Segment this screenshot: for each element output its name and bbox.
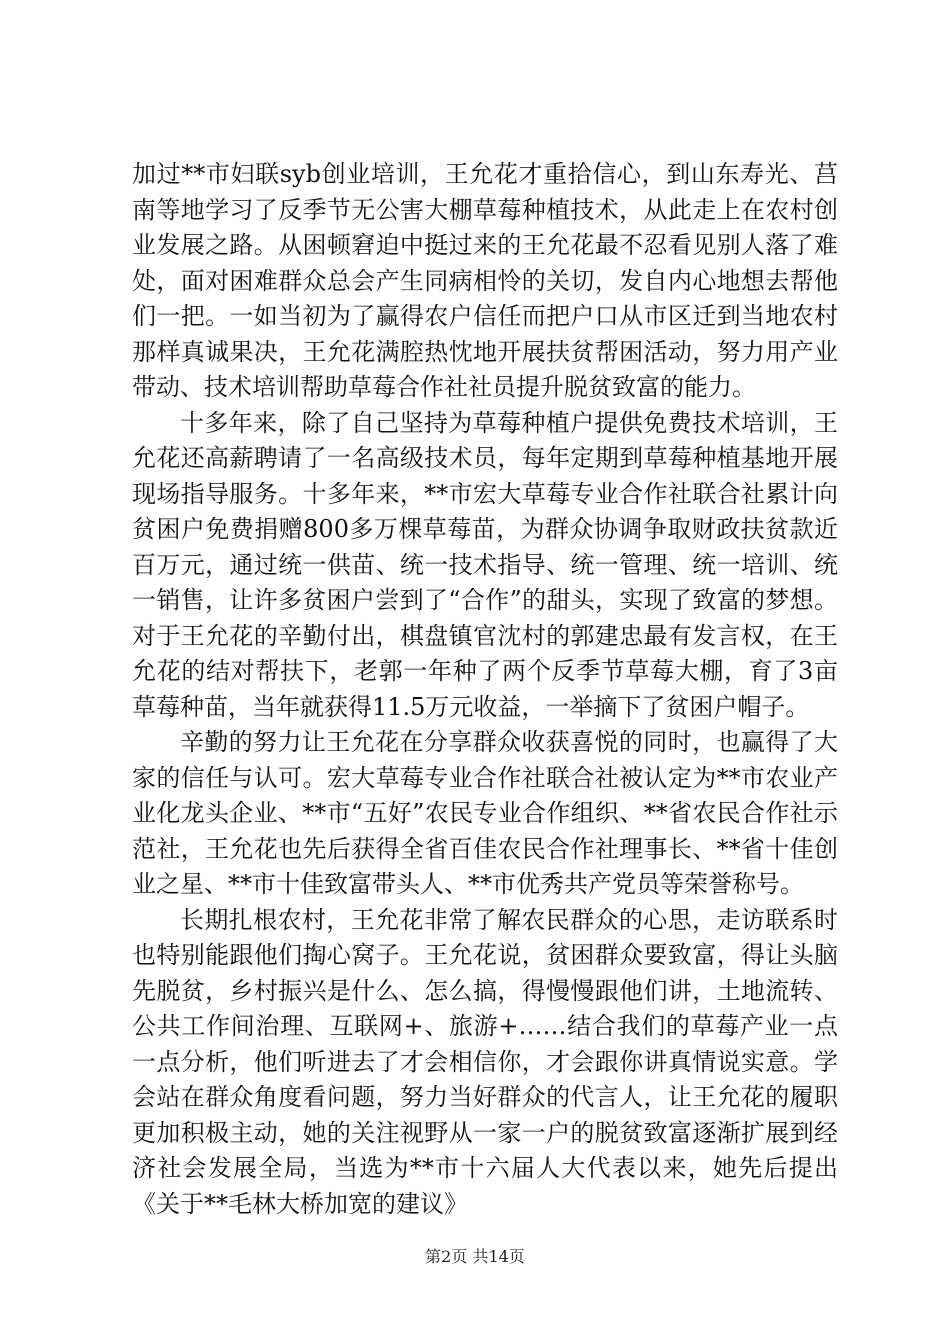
document-body xyxy=(132,157,838,1222)
page-footer xyxy=(0,1244,950,1267)
paragraph-1: 加过**市妇联syb创业培训，王允花才重拾信心，到山东寿光、莒南等地学习了反季节无公害大棚草莓种植技术，从此走上在农村创业发展之路。从困顿窘迫中挺过来的王允花最不忍看见别人落了难处，面对困难群众总会产生同病相怜的关切，发自内心地想去帮他们一把。一如当初为了赢得农户信任而把户口从市区迁到当地农村那样真诚果决，王允花满腔热忱地开展扶贫帮困活动，努力用产业带动、技术培训帮助草莓合作社社员提升脱贫致富的能力。 xyxy=(132,160,838,401)
page-number: 第2页 共14页 xyxy=(425,1247,525,1266)
paragraph-2: 十多年来，除了自己坚持为草莓种植户提供免费技术培训，王允花还高薪聘请了一名高级技术员，每年定期到草莓种植基地开展现场指导服务。十多年来，**市宏大草莓专业合作社联合社累计向贫困户免费捐赠800多万棵草莓苗，为群众协调争取财政扶贫款近百万元，通过统一供苗、统一技术指导、统一管理、统一培训、统一销售，让许多贫困户尝到了“合作”的甜头，实现了致富的梦想。对于王允花的辛勤付出，棋盘镇官沈村的郭建忠最有发言权，在王允花的结对帮扶下，老郭一年种了两个反季节草莓大棚，育了3亩草莓种苗，当年就获得11.5万元收益，一举摘下了贫困户帽子。 xyxy=(132,408,838,721)
paragraph-4: 长期扎根农村，王允花非常了解农民群众的心思，走访联系时也特别能跟他们掏心窝子。王允花说，贫困群众要致富，得让头脑先脱贫，乡村振兴是什么、怎么搞，得慢慢跟他们讲，土地流转、公共工作间治理、互联网+、旅游+……结合我们的草莓产业一点一点分析，他们听进去了才会相信你，才会跟你讲真情说实意。学会站在群众角度看问题，努力当好群众的代言人，让王允花的履职更加积极主动，她的关注视野从一家一户的脱贫致富逐渐扩展到经济社会发展全局，当选为**市十六届人大代表以来，她先后提出《关于**毛林大桥加宽的建议》 xyxy=(132,905,838,1218)
paragraph-3: 辛勤的努力让王允花在分享群众收获喜悦的同时，也赢得了大家的信任与认可。宏大草莓专业合作社联合社被认定为**市农业产业化龙头企业、**市“五好”农民专业合作组织、**省农民合作社示范社，王允花也先后获得全省百佳农民合作社理事长、**省十佳创业之星、**市十佳致富带头人、**市优秀共产党员等荣誉称号。 xyxy=(132,728,838,898)
